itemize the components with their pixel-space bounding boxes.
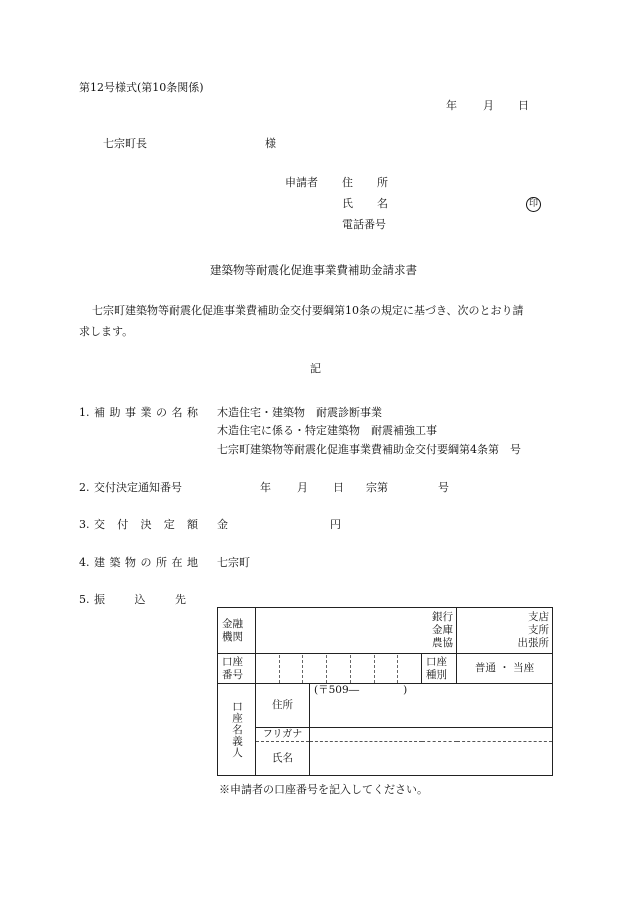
item3-kin: 金 xyxy=(217,518,228,531)
form-number: 第12号様式(第10条関係) xyxy=(79,81,204,94)
addressee-name: 七宗町長 xyxy=(103,137,147,150)
account-type-options[interactable]: 普通 ・ 当座 xyxy=(457,654,553,684)
furigana-field[interactable] xyxy=(310,728,553,742)
branch-name-field[interactable]: 支店 支所 出張所 xyxy=(457,608,553,654)
bank-name-field[interactable]: 銀行 金庫 農協 xyxy=(256,608,457,654)
applicant-label: 申請者 xyxy=(285,176,318,189)
holder-name-field[interactable] xyxy=(310,742,553,776)
date-month-label: 月 xyxy=(483,99,494,112)
item2-day: 日 xyxy=(333,481,344,494)
item5-number: 5. xyxy=(79,593,90,606)
item2-go: 号 xyxy=(438,481,449,494)
account-number-label-cell: 口座 番号 xyxy=(218,654,256,684)
item3-number: 3. xyxy=(79,518,90,531)
item2-label: 交付決定通知番号 xyxy=(94,481,182,494)
body-line-1: 七宗町建築物等耐震化促進事業費補助金交付要綱第10条の規定に基づき、次のとおり請 xyxy=(92,304,524,317)
account-number-field[interactable] xyxy=(256,654,422,684)
holder-address-field[interactable]: (〒509― ) xyxy=(310,684,553,728)
item1-line-2: 木造住宅に係る・特定建築物 耐震補強工事 xyxy=(217,424,437,437)
item1-label: 補 助 事 業 の 名 称 xyxy=(94,406,198,419)
applicant-phone-label: 電話番号 xyxy=(342,218,386,231)
holder-address-label: 住所 xyxy=(256,684,310,728)
date-day-label: 日 xyxy=(518,99,529,112)
institution-label-cell: 金融 機関 xyxy=(218,608,256,654)
item4-label: 建 築 物 の 所 在 地 xyxy=(94,556,198,569)
document-title: 建築物等耐震化促進事業費補助金請求書 xyxy=(210,263,417,277)
item2-month: 月 xyxy=(297,481,308,494)
applicant-name-label: 氏 名 xyxy=(342,197,388,210)
item2-year: 年 xyxy=(260,481,271,494)
seal-mark: 印 xyxy=(526,196,541,212)
applicant-address-label: 住 所 xyxy=(342,176,388,189)
addressee-honorific: 様 xyxy=(265,137,276,150)
item3-label: 交 付 決 定 額 xyxy=(94,518,198,531)
body-line-2: 求します。 xyxy=(79,325,134,338)
item1-line-3: 七宗町建築物等耐震化促進事業費補助金交付要綱第4条第 号 xyxy=(217,443,521,456)
item4-value: 七宗町 xyxy=(217,556,250,569)
item3-yen: 円 xyxy=(330,518,341,531)
item1-number: 1. xyxy=(79,406,90,419)
account-holder-label-cell: 口座名義人 xyxy=(218,684,256,776)
furigana-label: フリガナ xyxy=(256,728,310,742)
item5-label: 振 込 先 xyxy=(94,593,186,606)
item2-prefix: 宗第 xyxy=(366,481,388,494)
holder-name-label: 氏名 xyxy=(256,742,310,776)
ki-marker: 記 xyxy=(310,362,321,375)
date-year-label: 年 xyxy=(446,99,457,112)
item1-line-1: 木造住宅・建築物 耐震診断事業 xyxy=(217,406,382,419)
account-type-label-cell: 口座 種別 xyxy=(422,654,457,684)
account-note: ※申請者の口座番号を記入してください。 xyxy=(219,783,428,796)
account-digit-boxes xyxy=(256,655,421,683)
bank-transfer-table xyxy=(217,607,553,776)
item4-number: 4. xyxy=(79,556,90,569)
item2-number: 2. xyxy=(79,481,90,494)
